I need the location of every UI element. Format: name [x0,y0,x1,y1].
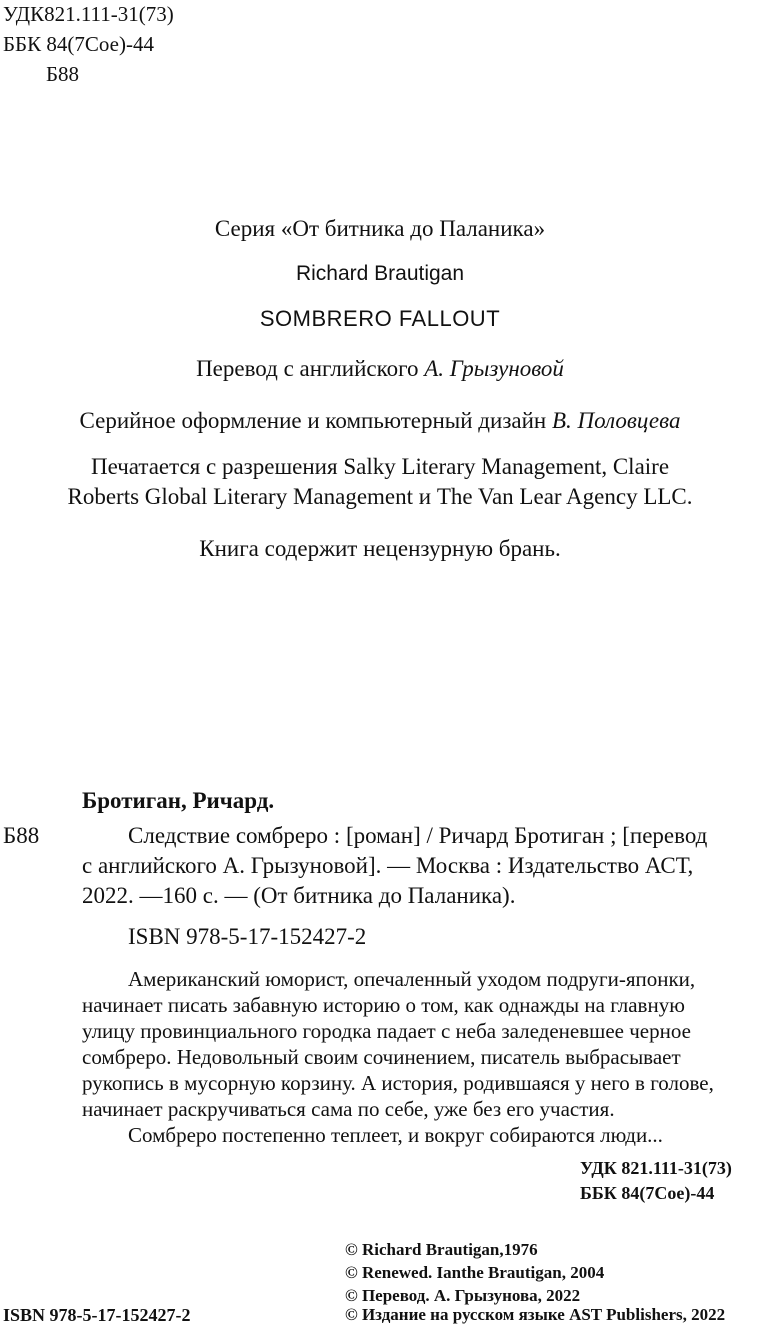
annotation-line-6: начинает раскручиваться сама по себе, уже без его участия. [82,1097,615,1121]
annotation-line-5: рукопись в мусорную корзину. А история, родившаяся у него в голове, [82,1071,714,1095]
permission-line-2: Roberts Global Literary Management и The Van Lear Agency LLC. [67,484,693,509]
title-en: SOMBRERO FALLOUT [259,306,501,331]
content-warning: Книга содержит нецензурную брань. [199,536,561,561]
catalog-desc-line-2: с английского А. Грызуновой]. — Москва : Издательство АСТ, [82,853,694,878]
annotation-line-3: улицу провинциального городка падает с неба заледеневшее черное [82,1019,691,1043]
designer-name: В. Половцева [551,408,681,433]
annotation-line-1: Американский юморист, опечаленный уходом подруги-японки, [128,967,696,991]
catalog-isbn: ISBN 978-5-17-152427-2 [128,924,367,949]
catalog-author-heading: Бротиган, Ричард. [82,788,275,813]
copyright-4: © Издание на русском языке AST Publishers, 2022 [345,1305,726,1324]
bbk-header: ББК 84(7Сое)-44 [3,32,154,56]
copyright-3: © Перевод. А. Грызунова, 2022 [345,1286,581,1305]
author-en: Richard Brautigan [295,262,465,285]
permission-line-1: Печатается с разрешения Salky Literary Management, Claire [90,454,670,479]
translation-line [0,356,760,382]
catalog-desc-line-3: 2022. —160 с. — (От битника до Паланика). [82,883,516,908]
translation-label: Перевод с английского [196,356,419,381]
author-mark-header: Б88 [46,62,80,86]
translator-name: А. Грызуновой [424,356,564,381]
annotation-last-line: Сомбреро постепенно теплеет, и вокруг собираются люди... [128,1123,663,1147]
copyright-2: © Renewed. Ianthe Brautigan, 2004 [345,1263,605,1282]
catalog-mark: Б88 [3,823,40,848]
udk-header: УДК821.111-31(73) [3,2,174,26]
footer-isbn: ISBN 978-5-17-152427-2 [3,1305,191,1325]
series-line: Серия «От битника до Паланика» [214,216,546,241]
catalog-desc-line-1: Следствие сомбреро : [роман] / Ричард Бротиган ; [перевод [128,823,708,848]
catalog-udk: УДК 821.111-31(73) [580,1158,732,1178]
annotation-line-2: начинает писать забавную историю о том, как однажды на главную [82,993,685,1017]
catalog-bbk: ББК 84(7Сое)-44 [580,1183,715,1203]
copyright-1: © Richard Brautigan,1976 [345,1240,538,1259]
design-label: Серийное оформление и компьютерный дизайн [79,408,547,433]
design-line [0,408,760,434]
annotation-line-4: сомбреро. Недовольный своим сочинением, писатель выбрасывает [82,1045,681,1069]
